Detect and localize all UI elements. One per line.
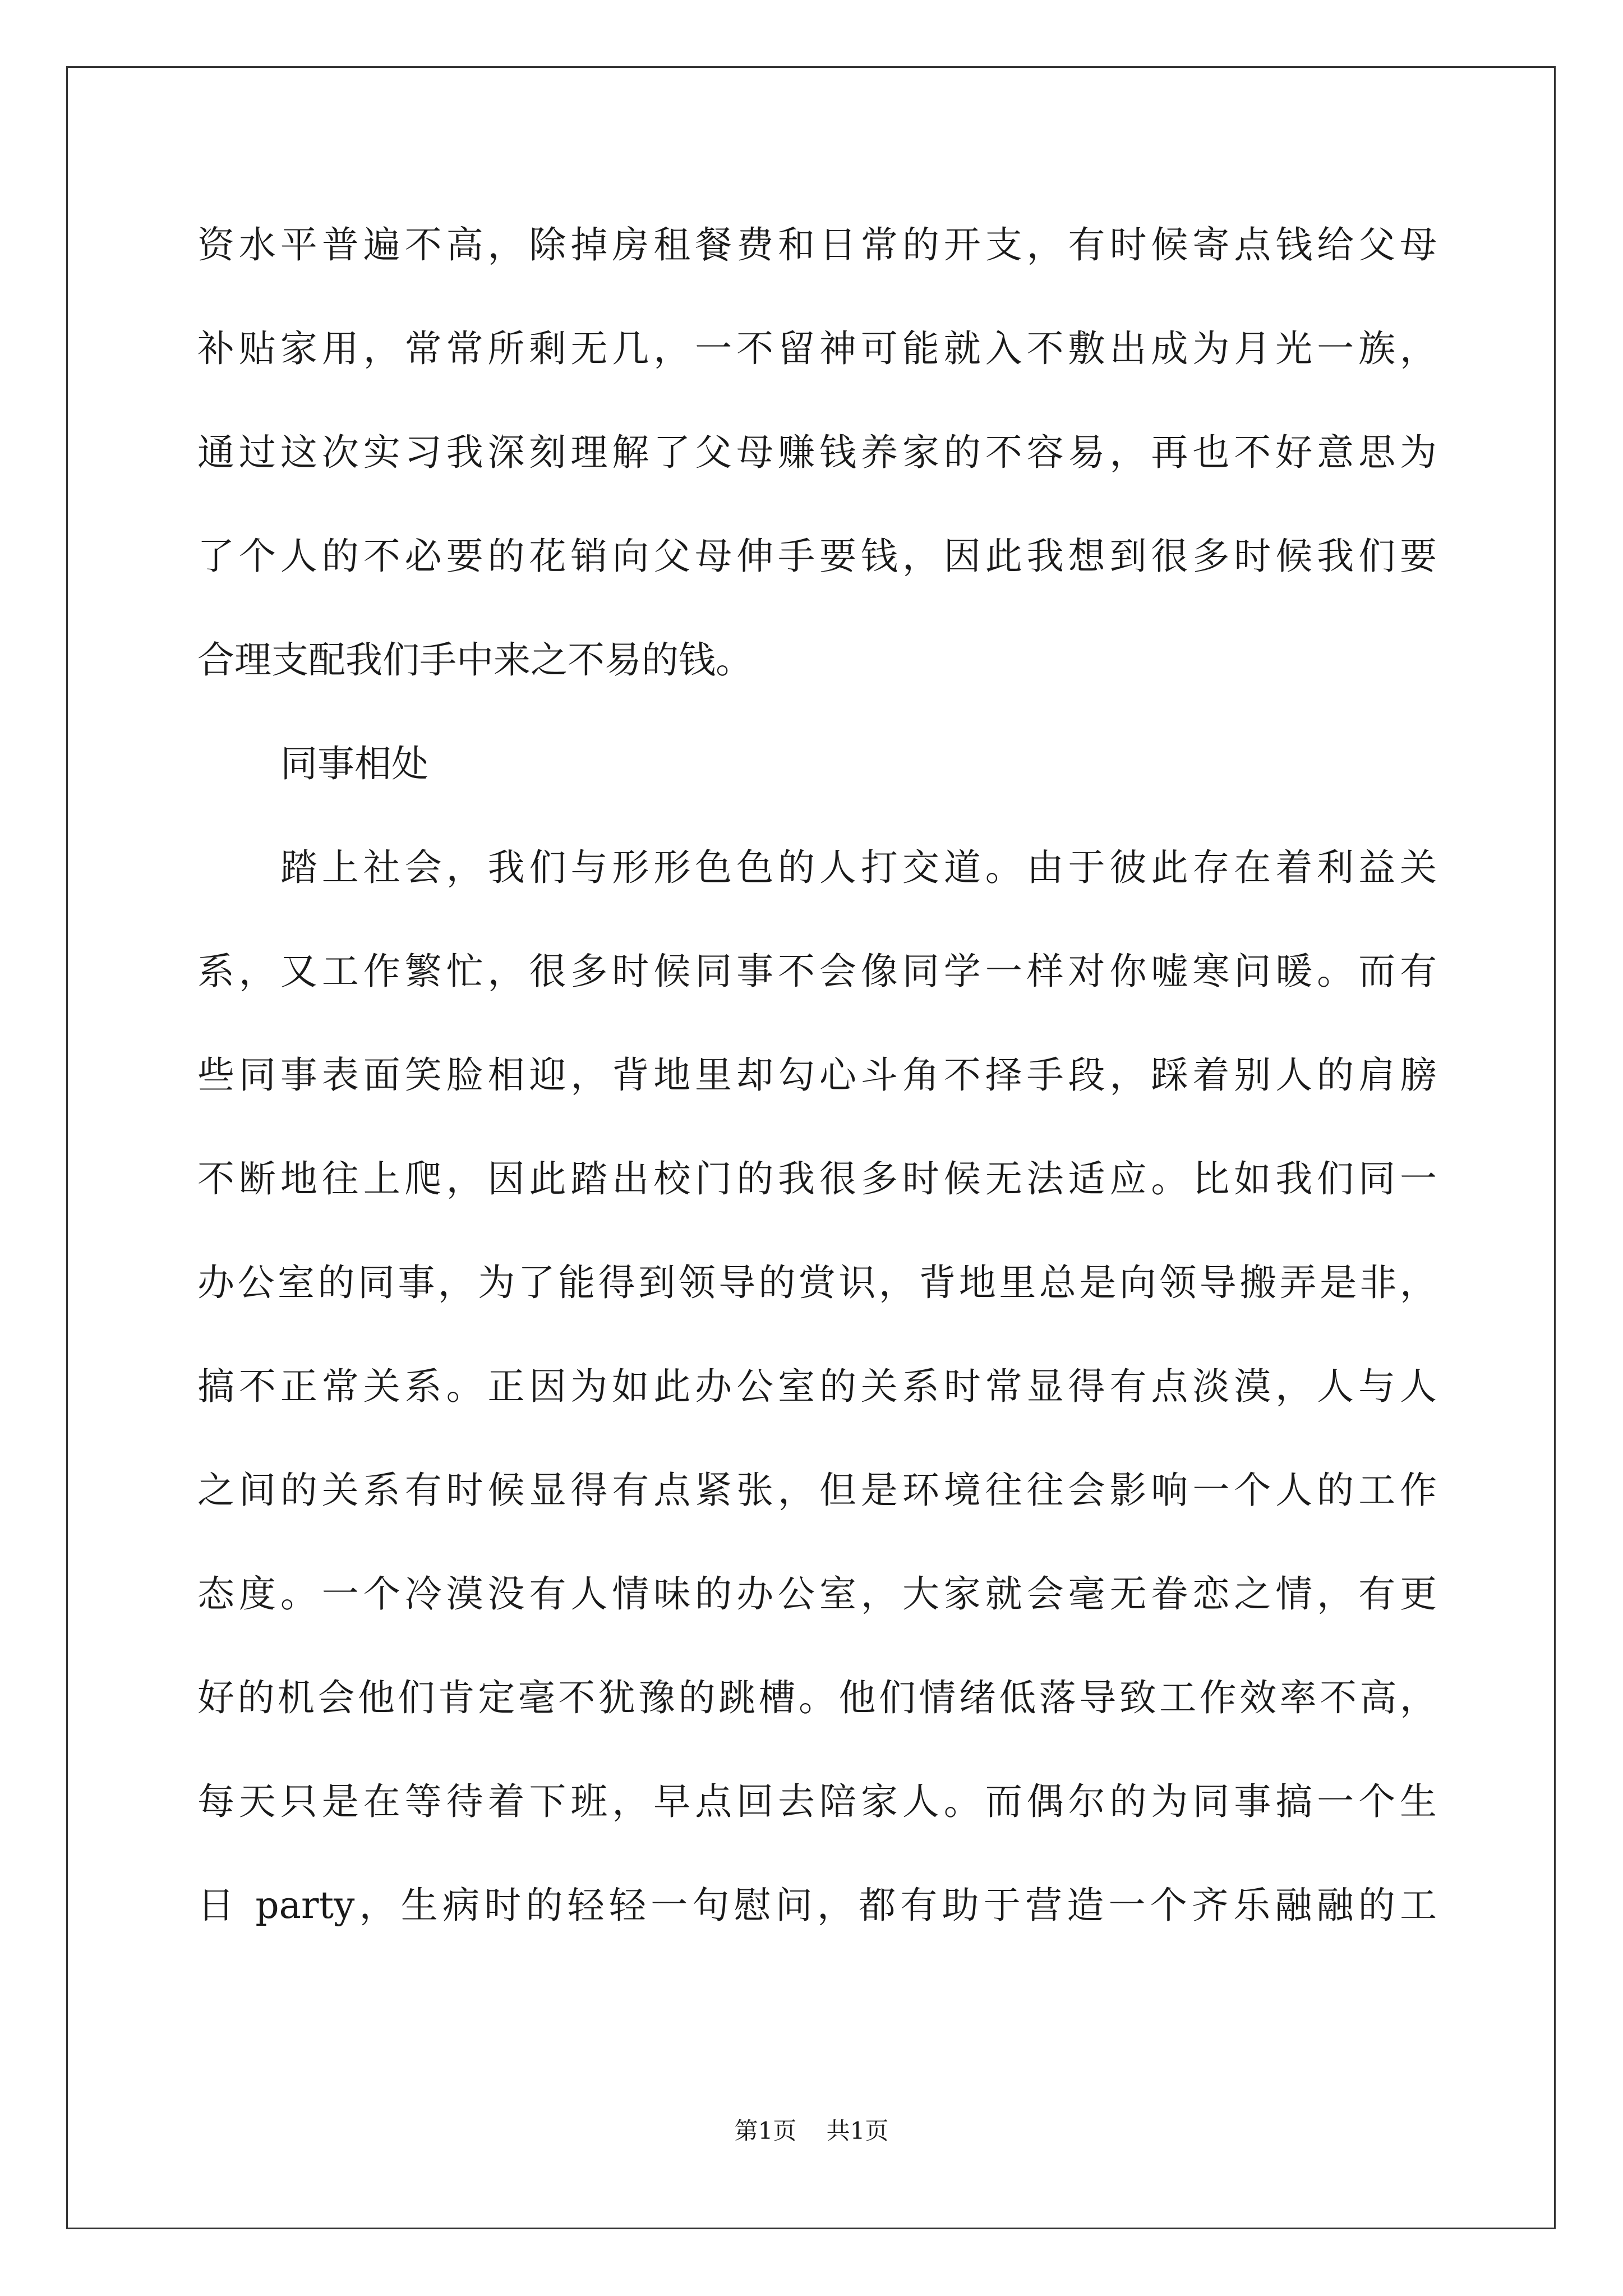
- text-line: 不断地往上爬，因此踏出校门的我很多时候无法适应。比如我们同一: [197, 1157, 1437, 1200]
- text-line: 日 party，生病时的轻轻一句慰问，都有助于营造一个齐乐融融的工: [197, 1884, 1437, 1927]
- text-line: 办公室的同事，为了能得到领导的赏识，背地里总是向领导搬弄是非，: [197, 1261, 1437, 1304]
- text-line: 合理支配我们手中来之不易的钱。: [197, 638, 753, 682]
- page-footer: 第1页 共1页: [734, 2117, 889, 2145]
- text-line: 补贴家用，常常所剩无几，一不留神可能就入不敷出成为月光一族，: [197, 327, 1437, 370]
- text-line: 好的机会他们肯定毫不犹豫的跳槽。他们情绪低落导致工作效率不高，: [197, 1676, 1437, 1719]
- text-line: 搞不正常关系。正因为如此办公室的关系时常显得有点淡漠，人与人: [197, 1365, 1437, 1408]
- document-body: [197, 220, 1437, 1984]
- section-heading: 同事相处: [280, 742, 428, 785]
- text-line: 态度。一个冷漠没有人情味的办公室，大家就会毫无眷恋之情，有更: [197, 1572, 1437, 1616]
- text-line: 通过这次实习我深刻理解了父母赚钱养家的不容易，再也不好意思为: [197, 431, 1437, 474]
- text-line: 之间的关系有时候显得有点紧张，但是环境往往会影响一个人的工作: [197, 1469, 1437, 1512]
- text-line: 了个人的不必要的花销向父母伸手要钱，因此我想到很多时候我们要: [197, 535, 1437, 578]
- text-line: 系，又工作繁忙，很多时候同事不会像同学一样对你嘘寒问暖。而有: [197, 950, 1437, 993]
- text-line: 资水平普遍不高，除掉房租餐费和日常的开支，有时候寄点钱给父母: [197, 223, 1437, 266]
- text-line: 踏上社会，我们与形形色色的人打交道。由于彼此存在着利益关: [280, 846, 1437, 889]
- text-line: 些同事表面笑脸相迎，背地里却勾心斗角不择手段，踩着别人的肩膀: [197, 1053, 1437, 1097]
- text-line: 每天只是在等待着下班，早点回去陪家人。而偶尔的为同事搞一个生: [197, 1780, 1437, 1823]
